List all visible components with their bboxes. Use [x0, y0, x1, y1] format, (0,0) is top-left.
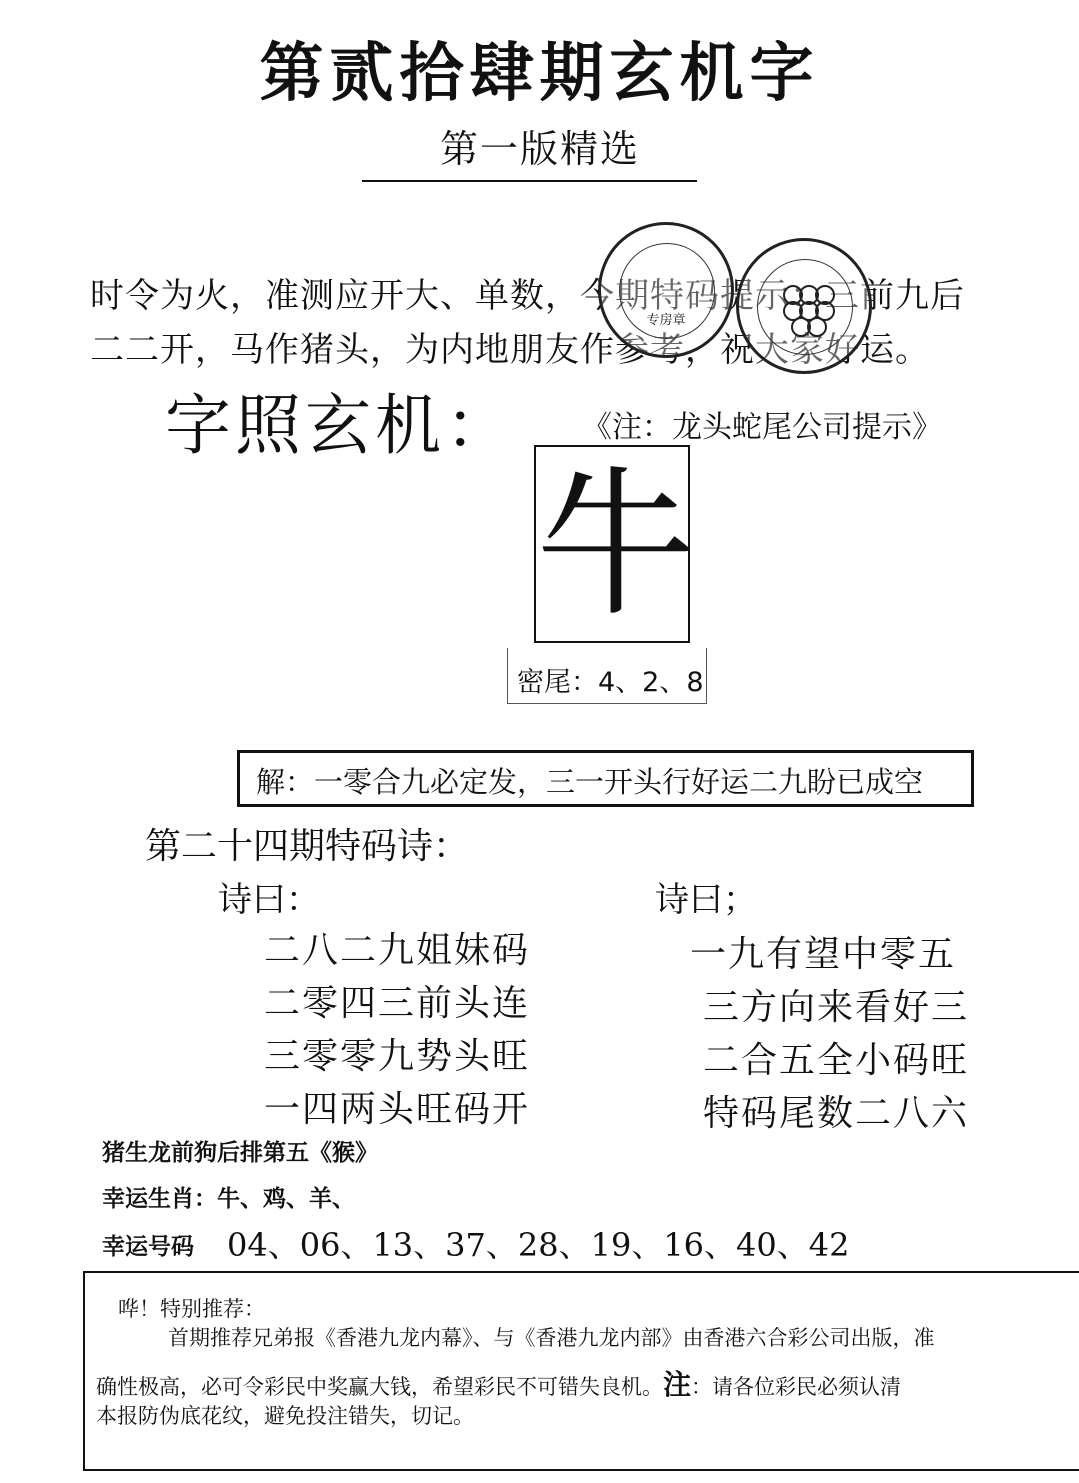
promo-line-2-text-b: ：请各位彩民必须认清	[691, 1375, 902, 1399]
page-title: 第贰拾肆期玄机字	[259, 37, 820, 111]
promo-line-2-text: 确性极高，必可令彩民中奖赢大钱，希望彩民不可错失良机。	[96, 1375, 663, 1399]
subtitle: 第一版精选	[440, 127, 641, 171]
intro-line-1: 时令为火，准测应开大、单数，今期特码提示：三前九后	[90, 276, 965, 316]
intro-line-2: 二二开，马作猪头，为内地朋友作参考，祝大家好运。	[90, 330, 930, 370]
promo-note-label: 注	[663, 1368, 692, 1401]
stamp-seal-right	[736, 238, 872, 374]
clue-note: 《注：龙头蛇尾公司提示》	[582, 410, 942, 445]
clue-heading: 字照玄机：	[165, 387, 515, 464]
zodiac-hint: 猪生龙前狗后排第五《猴》	[102, 1140, 378, 1166]
subtitle-underline	[362, 180, 697, 182]
stamp-seal-left	[598, 222, 734, 358]
poem-right-line: 二合五全小码旺	[703, 1040, 970, 1081]
poem-right-line: 三方向来看好三	[703, 987, 970, 1028]
lucky-zodiac: 幸运生肖：牛、鸡、羊、	[102, 1186, 355, 1212]
poem-left-line: 一四两头旺码开	[264, 1089, 531, 1130]
lucky-numbers-label: 幸运号码	[102, 1234, 194, 1260]
promo-line-2	[96, 1363, 901, 1403]
lucky-numbers: 04、06、13、37、28、19、16、40、42	[227, 1226, 850, 1264]
clue-character-box: 牛	[534, 445, 690, 643]
poem-left-line: 二零四三前头连	[264, 983, 531, 1024]
explanation-text: 解：一零合九必定发，三一开头行好运二九盼已成空	[256, 765, 924, 799]
tail-numbers: 密尾：4、2、8	[517, 667, 704, 698]
poem-left-line: 三零零九势头旺	[264, 1036, 531, 1077]
poem-right-line: 特码尾数二八六	[703, 1093, 970, 1134]
promo-heading: 哗！特别推荐：	[118, 1297, 265, 1321]
poem-left-line: 二八二九姐妹码	[264, 930, 531, 971]
poem-title: 第二十四期特码诗：	[145, 826, 470, 867]
seal-caption: 专房章	[646, 313, 686, 328]
promo-line-3: 本报防伪底花纹，避免投注错失，切记。	[96, 1404, 474, 1428]
seal-emblem-icon	[783, 285, 831, 333]
promo-line-1: 首期推荐兄弟报《香港九龙内幕》、与《香港九龙内部》由香港六合彩公司出版，准	[168, 1326, 935, 1350]
poem-left-heading: 诗曰：	[218, 880, 320, 920]
poem-right-heading: 诗曰；	[655, 880, 757, 920]
poem-right-line: 一九有望中零五	[690, 934, 957, 975]
